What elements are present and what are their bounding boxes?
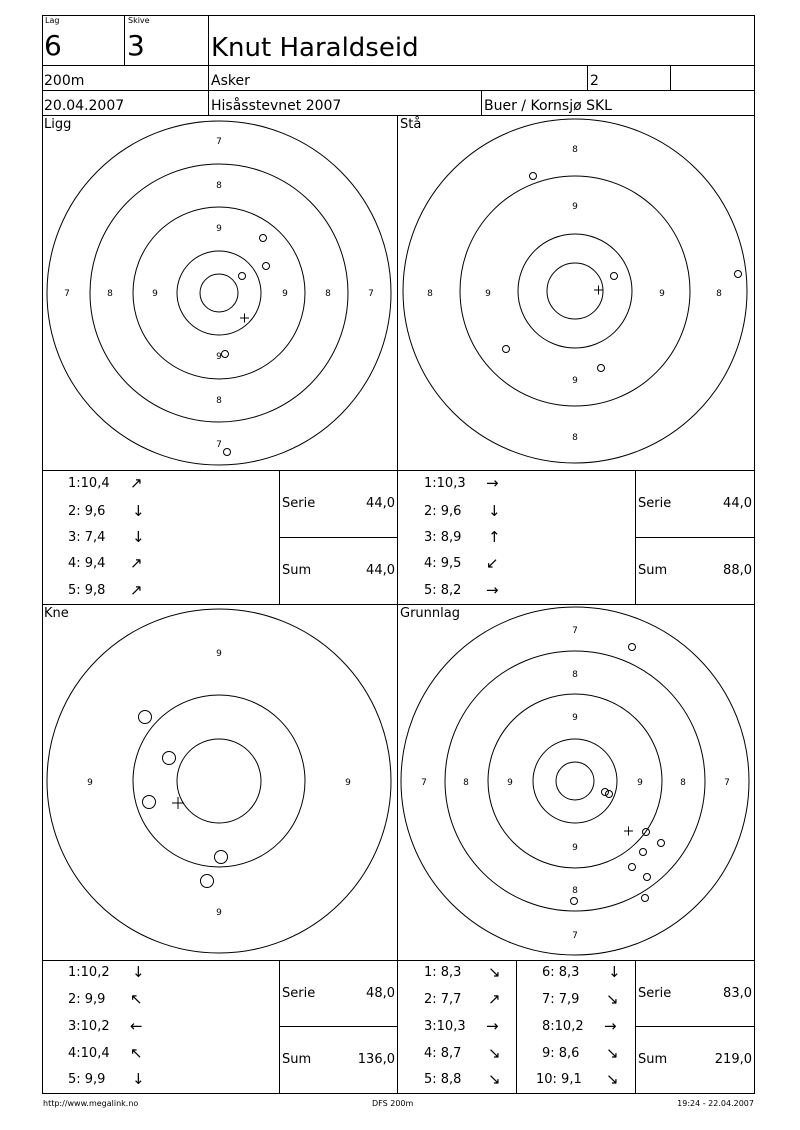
- direction-arrow-icon: ↓: [132, 528, 145, 546]
- svg-text:9: 9: [345, 778, 351, 788]
- shot-value: 5: 9,9: [68, 1072, 106, 1087]
- svg-text:8: 8: [463, 778, 469, 788]
- serie-value: 48,0: [366, 986, 395, 1001]
- shot-value: 1: 8,3: [424, 965, 462, 980]
- svg-text:8: 8: [716, 289, 722, 299]
- serie-label: Serie: [638, 986, 672, 1001]
- direction-arrow-icon: ↓: [132, 502, 145, 520]
- direction-arrow-icon: →: [486, 1017, 499, 1035]
- footer-url[interactable]: http://www.megalink.no: [43, 1099, 139, 1108]
- ring-labels-grunnlag: [421, 626, 730, 941]
- shots-kne: [139, 711, 228, 888]
- shot-value: 4: 9,4: [68, 556, 106, 571]
- svg-text:7: 7: [368, 289, 374, 299]
- shot-value: 3:10,3: [424, 1019, 466, 1034]
- svg-text:9: 9: [216, 224, 222, 234]
- shot-value: 7: 7,9: [542, 992, 580, 1007]
- sum-label: Sum: [638, 563, 668, 578]
- svg-text:7: 7: [724, 778, 730, 788]
- shot-value: 1:10,2: [68, 965, 110, 980]
- direction-arrow-icon: ↗: [488, 990, 501, 1008]
- shots-sta: [503, 173, 742, 372]
- direction-arrow-icon: →: [604, 1017, 617, 1035]
- svg-text:9: 9: [659, 289, 665, 299]
- date: 20.04.2007: [44, 98, 125, 114]
- direction-arrow-icon: ↑: [488, 528, 501, 546]
- direction-arrow-icon: ↓: [132, 963, 145, 981]
- direction-arrow-icon: →: [486, 474, 499, 492]
- ring-labels-kne: [87, 649, 351, 918]
- serie-label: Serie: [638, 496, 672, 511]
- panel-title-sta: Stå: [400, 117, 422, 132]
- lag-caption: Lag: [45, 16, 60, 25]
- svg-text:9: 9: [152, 289, 158, 299]
- klasse: 2: [590, 73, 599, 89]
- svg-text:8: 8: [427, 289, 433, 299]
- ring-labels-ligg: [64, 137, 374, 450]
- svg-text:8: 8: [572, 433, 578, 443]
- shots-grunnlag: [571, 644, 665, 905]
- svg-text:9: 9: [485, 289, 491, 299]
- svg-text:7: 7: [421, 778, 427, 788]
- target-sta: [403, 119, 747, 463]
- sum-value: 136,0: [357, 1052, 395, 1067]
- direction-arrow-icon: ↘: [606, 1070, 619, 1088]
- serie-value: 44,0: [723, 496, 752, 511]
- direction-arrow-icon: ←: [130, 1017, 143, 1035]
- shot-value: 2: 7,7: [424, 992, 462, 1007]
- skive-number: 3: [127, 29, 145, 62]
- event-name: Hisåsstevnet 2007: [211, 98, 342, 114]
- shot-value: 1:10,4: [68, 476, 110, 491]
- svg-text:9: 9: [572, 376, 578, 386]
- direction-arrow-icon: ↗: [130, 474, 143, 492]
- direction-arrow-icon: ↘: [488, 1044, 501, 1062]
- direction-arrow-icon: ↖: [130, 990, 143, 1008]
- footer-timestamp: 19:24 - 22.04.2007: [677, 1099, 754, 1108]
- sum-value: 219,0: [714, 1052, 752, 1067]
- svg-text:9: 9: [572, 202, 578, 212]
- shooter-name: Knut Haraldseid: [211, 33, 419, 63]
- direction-arrow-icon: ↘: [488, 963, 501, 981]
- serie-value: 44,0: [366, 496, 395, 511]
- club: Asker: [211, 73, 250, 89]
- shot-value: 5: 8,8: [424, 1072, 462, 1087]
- direction-arrow-icon: ↖: [130, 1044, 143, 1062]
- shot-value: 4: 9,5: [424, 556, 462, 571]
- svg-text:9: 9: [87, 778, 93, 788]
- shot-value: 9: 8,6: [542, 1046, 580, 1061]
- target-grunnlag: [401, 607, 749, 955]
- svg-text:8: 8: [216, 396, 222, 406]
- svg-text:8: 8: [572, 886, 578, 896]
- svg-text:8: 8: [216, 181, 222, 191]
- range-name: Buer / Kornsjø SKL: [484, 98, 612, 114]
- direction-arrow-icon: →: [486, 581, 499, 599]
- svg-text:9: 9: [282, 289, 288, 299]
- direction-arrow-icon: ↗: [130, 554, 143, 572]
- svg-text:9: 9: [216, 649, 222, 659]
- direction-arrow-icon: ↘: [606, 1044, 619, 1062]
- svg-text:7: 7: [572, 931, 578, 941]
- svg-text:9: 9: [637, 778, 643, 788]
- panel-title-kne: Kne: [44, 606, 69, 621]
- svg-text:9: 9: [572, 713, 578, 723]
- shot-value: 8:10,2: [542, 1019, 584, 1034]
- shot-value: 6: 8,3: [542, 965, 580, 980]
- shot-value: 3: 7,4: [68, 530, 106, 545]
- panel-title-ligg: Ligg: [44, 117, 72, 132]
- svg-text:7: 7: [64, 289, 70, 299]
- shot-value: 1:10,3: [424, 476, 466, 491]
- lag-number: 6: [44, 29, 62, 62]
- shot-value: 4:10,4: [68, 1046, 110, 1061]
- serie-label: Serie: [282, 986, 316, 1001]
- svg-text:8: 8: [325, 289, 331, 299]
- distance: 200m: [44, 73, 85, 89]
- svg-text:8: 8: [572, 670, 578, 680]
- shot-value: 4: 8,7: [424, 1046, 462, 1061]
- shot-value: 5: 8,2: [424, 583, 462, 598]
- shot-value: 3:10,2: [68, 1019, 110, 1034]
- svg-text:9: 9: [507, 778, 513, 788]
- shot-value: 2: 9,6: [68, 504, 106, 519]
- svg-text:8: 8: [680, 778, 686, 788]
- target-kne: [47, 609, 391, 953]
- footer-system: DFS 200m: [372, 1099, 414, 1108]
- target-ligg: [47, 121, 391, 465]
- svg-text:9: 9: [216, 908, 222, 918]
- shot-value: 2: 9,9: [68, 992, 106, 1007]
- shots-ligg: [222, 235, 270, 456]
- panel-title-grunnlag: Grunnlag: [400, 606, 460, 621]
- direction-arrow-icon: ↙: [486, 554, 499, 572]
- svg-text:9: 9: [572, 843, 578, 853]
- svg-text:7: 7: [216, 137, 222, 147]
- direction-arrow-icon: ↘: [488, 1070, 501, 1088]
- skive-caption: Skive: [128, 16, 150, 25]
- direction-arrow-icon: ↘: [606, 990, 619, 1008]
- shot-value: 5: 9,8: [68, 583, 106, 598]
- shot-value: 2: 9,6: [424, 504, 462, 519]
- direction-arrow-icon: ↗: [130, 581, 143, 599]
- sum-value: 88,0: [723, 563, 752, 578]
- sum-label: Sum: [282, 1052, 312, 1067]
- shot-value: 10: 9,1: [536, 1072, 582, 1087]
- card-border: [43, 16, 755, 1094]
- svg-text:8: 8: [572, 145, 578, 155]
- svg-text:9: 9: [216, 352, 222, 362]
- shot-value: 3: 8,9: [424, 530, 462, 545]
- direction-arrow-icon: ↓: [488, 502, 501, 520]
- svg-text:8: 8: [107, 289, 113, 299]
- direction-arrow-icon: ↓: [132, 1070, 145, 1088]
- direction-arrow-icon: ↓: [608, 963, 621, 981]
- serie-label: Serie: [282, 496, 316, 511]
- sum-label: Sum: [282, 563, 312, 578]
- sum-label: Sum: [638, 1052, 668, 1067]
- ring-labels-sta: [427, 145, 722, 443]
- serie-value: 83,0: [723, 986, 752, 1001]
- svg-text:7: 7: [216, 440, 222, 450]
- sum-value: 44,0: [366, 563, 395, 578]
- svg-text:7: 7: [572, 626, 578, 636]
